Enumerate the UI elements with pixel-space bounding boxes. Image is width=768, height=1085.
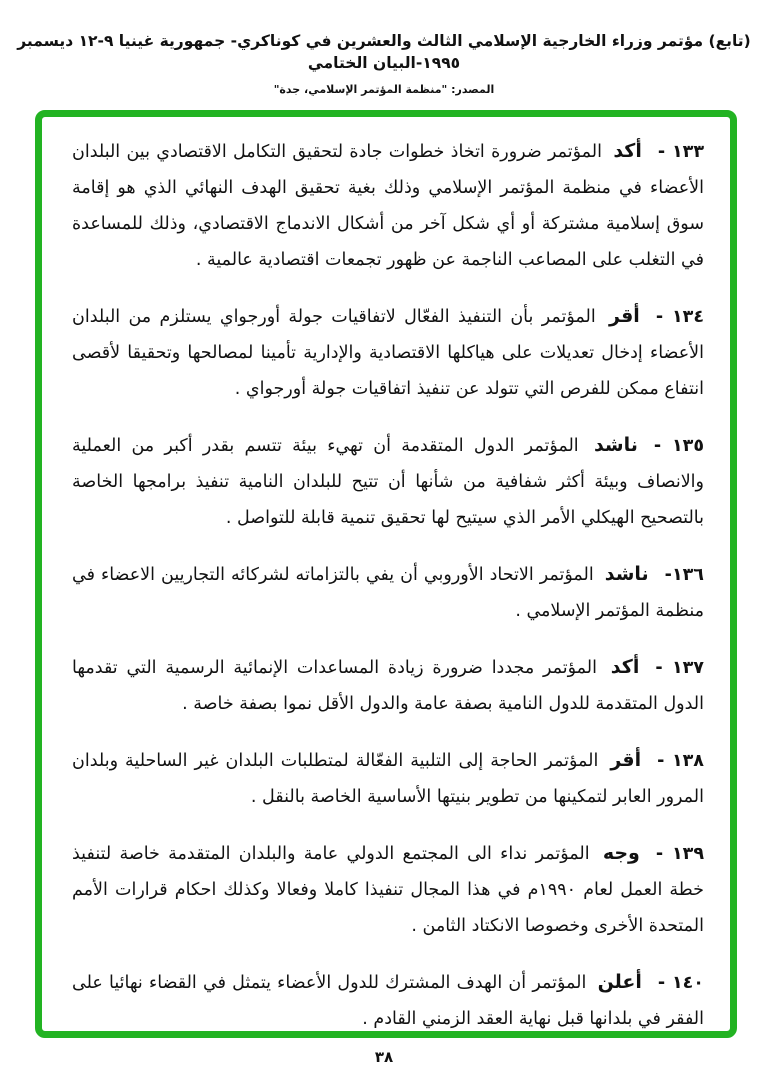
paragraph-text: المؤتمر نداء الى المجتمع الدولي عامة والبلدان المتقدمة خاصة لتنفيذ خطة العمل لعام ١٩٩٠م في هذا المجال تنفيذا كاملا وفعالا وكذلك احكام قرارات الأمم المتحدة الأخرى وخصوصا الانكتاد الثامن . [72,844,704,936]
paragraph-text: المؤتمر الحاجة إلى التلبية الفعّالة لمتطلبات البلدان غير الساحلية وبلدان المرور العابر لتمكينها من تطوير بنيتها الأساسية الخاصة بالنقل . [72,751,704,807]
paragraph-number: ١٣٤ - [655,307,704,327]
document-body [72,133,704,1037]
page-header [0,0,768,96]
numbered-paragraph [72,649,704,722]
paragraph-text: المؤتمر أن الهدف المشترك للدول الأعضاء يتمثل في القضاء نهائيا على الفقر في بلدانها قبل نهاية العقد الزمني القادم . [72,973,704,1029]
paragraph-text: المؤتمر بأن التنفيذ الفعّال لاتفاقيات جولة أورجواي يستلزم من البلدان الأعضاء إدخال تعديلات على هياكلها الاقتصادية والإدارية تأمينا لمصالحها وتحقيقا لأقصى انتفاع ممكن للفرص التي تتولد عن تنفيذ اتفاقيات جولة أورجواي . [72,307,704,399]
paragraph-text: المؤتمر ضرورة اتخاذ خطوات جادة لتحقيق التكامل الاقتصادي بين البلدان الأعضاء في منظمة المؤتمر الإسلامي وذلك بغية تحقيق الهدف النهائي الذي هو إقامة سوق إسلامية مشتركة أو أي شكل آخر من أشكال الاندماج الاقتصادي، وذلك للمساعدة في التغلب على المصاعب الناجمة عن ظهور تجمعات اقتصادية عالمية . [72,142,704,270]
page-number: ٣٨ [374,1048,394,1066]
paragraph-keyword: ناشد [593,434,638,456]
numbered-paragraph [72,427,704,536]
numbered-paragraph [72,964,704,1037]
numbered-paragraph [72,835,704,944]
paragraph-keyword: أكد [613,140,642,162]
paragraph-keyword: أعلن [597,971,642,993]
paragraph-keyword: وجه [602,842,640,864]
paragraph-keyword: أقر [610,749,642,771]
paragraph-number: ١٣٦- [664,565,704,585]
paragraph-number: ١٤٠ - [657,973,704,993]
paragraph-text: المؤتمر الدول المتقدمة أن تهيء بيئة تتسم بقدر أكبر من العملية والانصاف وبيئة أكثر شفافية من شأنها أن تتيح للبلدان النامية تنفيذ برامجها الخاصة بالتصحيح الهيكلي الأمر الذي سيتيح لها تحقيق تنمية قابلة للتواصل . [72,436,704,528]
document-title: (تابع) مؤتمر وزراء الخارجية الإسلامي الثالث والعشرين في كوناكري- جمهورية غينيا ٩-١٢ ديسمبر ١٩٩٥-البيان الختامي [17,32,751,72]
paragraph-text: المؤتمر مجددا ضرورة زيادة المساعدات الإنمائية الرسمية التي تقدمها الدول المتقدمة للدول النامية بصفة عامة والدول الأقل نموا بصفة خاصة . [72,658,704,714]
numbered-paragraph [72,298,704,407]
paragraph-number: ١٣٥ - [653,436,704,456]
document-source-line: المصدر: "منظمة المؤتمر الإسلامي، جدة" [273,83,495,96]
paragraph-number: ١٣٧ - [655,658,704,678]
numbered-paragraph [72,742,704,815]
paragraph-keyword: ناشد [604,563,649,585]
paragraph-text: المؤتمر الاتحاد الأوروبي أن يفي بالتزاماته لشركائه التجاريين الاعضاء في منظمة المؤتمر الإسلامي . [72,565,704,621]
numbered-paragraph [72,556,704,629]
paragraph-keyword: أكد [610,656,640,678]
paragraph-keyword: أقر [609,305,640,327]
numbered-paragraph [72,133,704,278]
green-highlight-frame [35,110,737,1038]
paragraph-number: ١٣٩ - [655,844,704,864]
paragraph-number: ١٣٨ - [657,751,704,771]
paragraph-number: ١٣٣ - [657,142,705,162]
